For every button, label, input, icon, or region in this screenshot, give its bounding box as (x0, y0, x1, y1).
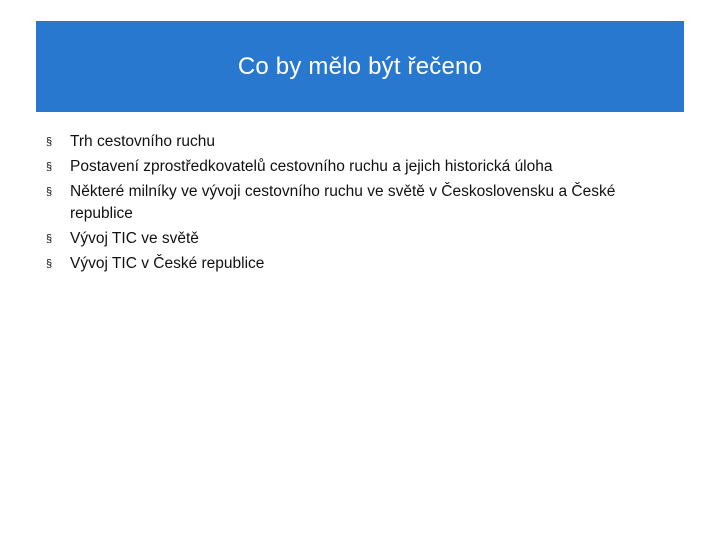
list-item-text: Postavení zprostředkovatelů cestovního ruchu a jejich historická úloha (70, 158, 553, 175)
list-item (46, 156, 666, 178)
bullet-list (46, 131, 666, 278)
list-item (46, 131, 666, 153)
list-item (46, 253, 666, 275)
list-item-text: Vývoj TIC v České republice (70, 255, 265, 272)
bullet-icon: § (46, 136, 53, 148)
title-bar (36, 21, 684, 112)
slide-title: Co by mělo být řečeno (237, 52, 483, 80)
bullet-icon: § (46, 258, 53, 270)
list-item-text: Trh cestovního ruchu (70, 133, 216, 150)
list-item (46, 181, 666, 225)
list-item (46, 228, 666, 250)
bullet-icon: § (46, 161, 53, 173)
bullet-icon: § (46, 233, 53, 245)
bullet-icon: § (46, 186, 53, 198)
list-item-text: Vývoj TIC ve světě (70, 230, 199, 247)
list-item-text: Některé milníky ve vývoji cestovního ruchu ve světě v Československu a České republice (70, 183, 616, 222)
